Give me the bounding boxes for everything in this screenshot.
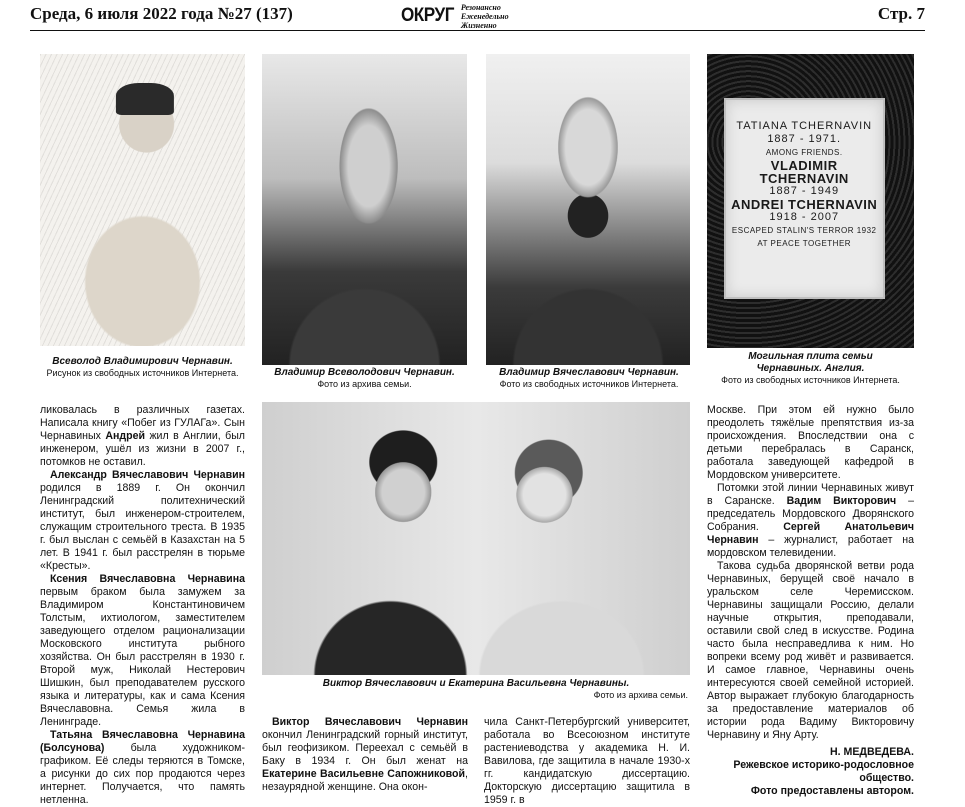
article-column-4 xyxy=(707,404,914,798)
photo-credit: Фото предоставлены автором. xyxy=(750,785,914,797)
grave-inscription: TATIANA TCHERNAVIN 1887 - 1971. AMONG FRIENDS. VLADIMIR TCHERNAVIN 1887 - 1949 ANDREI TCHERNAVIN 1918 - 2007 ESCAPED STALIN'S TERROR 1932 AT PEACE TOGETHER xyxy=(724,98,885,299)
couple-photo xyxy=(262,402,690,675)
photo-caption: Владимир Всеволодович Чернавин. Фото из архива семьи. xyxy=(274,367,455,389)
paragraph: Потомки этой линии Чернавиных живут в Саранске. Вадим Викторович – председатель Мордовского Дворянского Собрания. Сергей Анатольевич Чернавин – журналист, работает на мордовском телевидении. xyxy=(707,482,914,559)
grave-slab-photo xyxy=(707,54,914,348)
newspaper-logo xyxy=(398,2,509,30)
photo-caption: Могильная плита семьи Чернавиных. Англия. Фото из свободных источников Интернета. xyxy=(721,351,900,385)
photo-caption: Всеволод Владимирович Чернавин. Рисунок из свободных источников Интернета. xyxy=(46,356,239,378)
author-organization: Режевское историко-родословное общество. xyxy=(733,759,914,784)
paragraph: Татьяна Вячеславовна Чернавина (Болсунова) была художником-графиком. Её следы теряются в Томске, а рисунки до сих пор продаются через интернет. Получается, что память нетленна. xyxy=(40,729,245,806)
paragraph: чила Санкт-Петербургский университет, работала во Всесоюзном институте растениеводства у академика Н. И. Вавилова, где защитила в начале 1930-х гг. кандидатскую диссертацию. Докторскую диссертацию защитила в 1959 г. в xyxy=(484,716,690,806)
paragraph: Александр Вячеславович Чернавин родился в 1889 г. Он окончил Ленинградский политехнический институт, был инженером-строителем, служащим строительного треста. В 1935 г. был выслан с семьёй в Казахстан на 5 лет. В 1941 г. был расстрелян в тюрьме «Кресты». xyxy=(40,469,245,572)
logo-line: Резонансно xyxy=(460,2,501,12)
portrait-photo-vladimir-vsevolodovich xyxy=(262,54,467,365)
paragraph: ликовалась в различных газетах. Написала книгу «Побег из ГУЛАГа». Сын Чернавиных Андрей жил в Англии, был инженером, ушёл из жизни в 2007 г., потомков не оставил. xyxy=(40,404,245,468)
page-number: Стр. 7 xyxy=(877,4,925,23)
logo-line: Жизненно xyxy=(460,20,497,30)
issue-date: Среда, 6 июля 2022 года №27 (137) xyxy=(30,4,293,23)
author-signature: Н. МЕДВЕДЕВА. xyxy=(829,746,914,758)
header-rule xyxy=(30,30,925,31)
photo-caption: Владимир Вячеславович Чернавин. Фото из свободных источников Интернета. xyxy=(499,367,679,389)
logo-tagline xyxy=(461,3,509,30)
article-column-3 xyxy=(484,716,690,807)
article-column-2 xyxy=(262,716,468,794)
portrait-sketch-photo xyxy=(40,54,245,346)
portrait-photo-vladimir-vyacheslavovich xyxy=(486,54,690,365)
photo-caption: Виктор Вячеславович и Екатерина Васильевна Чернавины. Фото из архива семьи. xyxy=(322,678,688,700)
paragraph: Виктор Вячеславович Чернавин окончил Ленинградский горный институт, был геофизиком. Переехал с семьёй в Баку в 1934 г. Он был женат на Екатерине Васильевне Сапожниковой, незаурядной женщине. Она окон- xyxy=(262,716,468,793)
paragraph: Ксения Вячеславовна Чернавина первым браком была замужем за Владимиром Константиновичем Толстым, ихтиологом, заместителем заведующего отделом рационализации Московского института рыбного хозяйства. Он был расстрелян в 1930 г. Второй муж, Николай Нестерович Шишкин, был преподавателем русского языка и литературы, как и сама Ксения Вячеславовна. Семья жила в Ленинграде. xyxy=(40,573,245,728)
article-column-1 xyxy=(40,404,245,807)
logo-word: ОКРУГ xyxy=(400,5,454,26)
logo-line: Еженедельно xyxy=(460,11,509,21)
paragraph: Такова судьба дворянской ветви рода Чернавиных, берущей своё начало в уральском селе Черемисском. Чернавины защищали Россию, делали научные открытия, преподавали, оставили свой след в искусстве. Родина часто была несправедлива к ним. Но вопреки всему род живёт и развивается. И самое главное, Чернавины очень интересуются своей семейной историей. Автор выражает глубокую благодарность за предоставление материалов об истории рода Вадиму Викторовичу Чернавину и Яну Арту. xyxy=(707,560,914,741)
paragraph: Москве. При этом ей нужно было преодолеть тяжёлые препятствия из-за происхождения. Впоследствии она с детьми перебралась в Саранск, работала заведующей кафедрой в Мордовском университете. xyxy=(707,404,914,481)
